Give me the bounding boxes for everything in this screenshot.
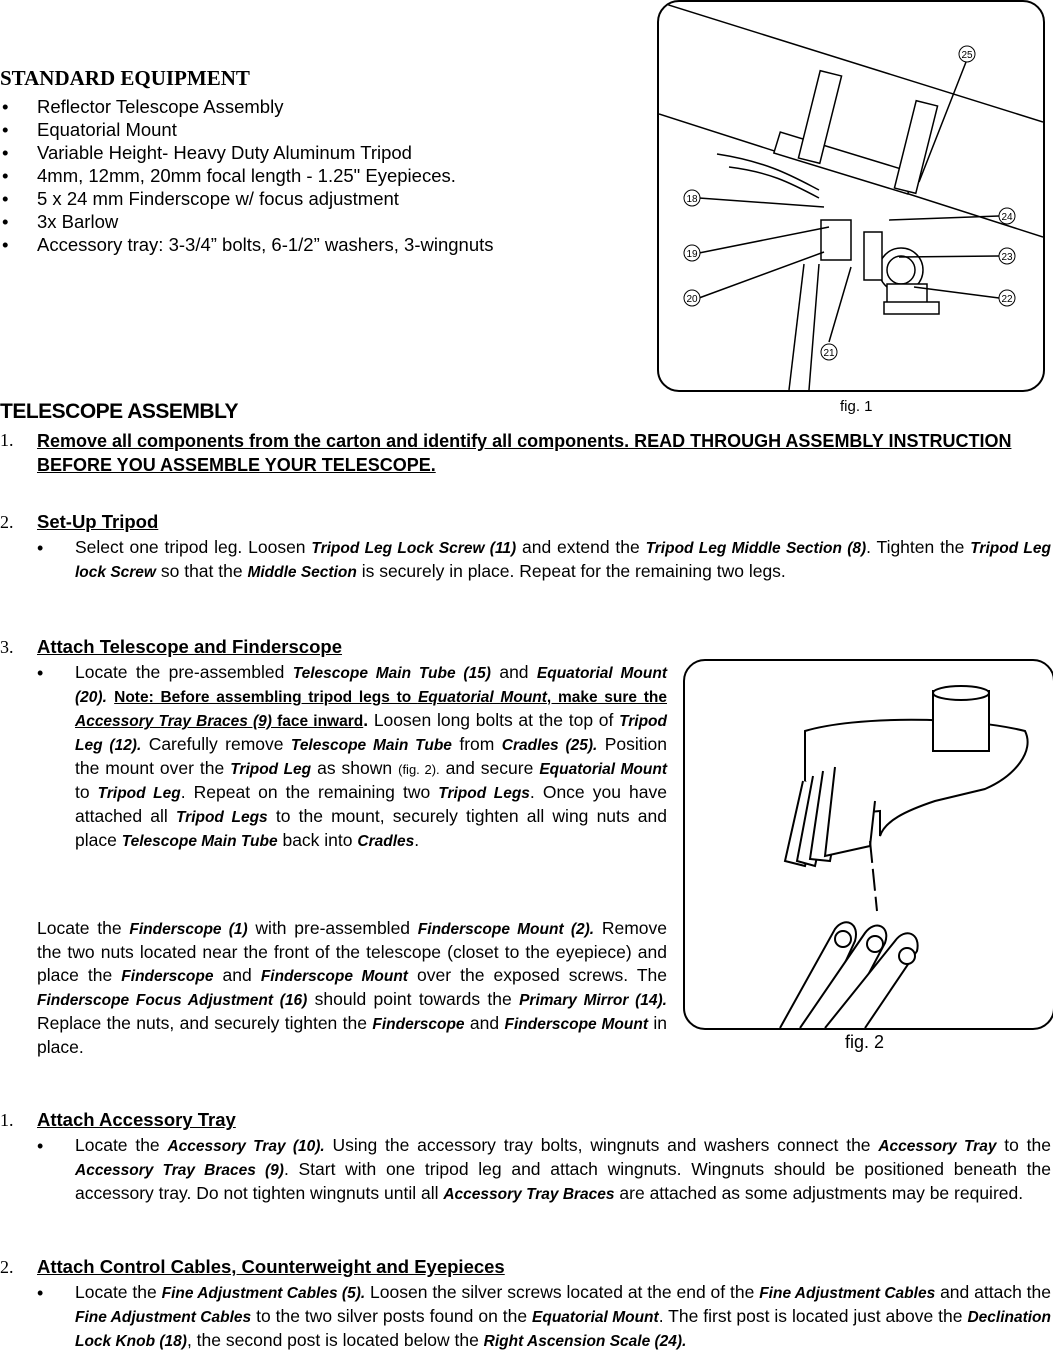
list-item: • Variable Height- Heavy Duty Aluminum Tripod bbox=[2, 142, 412, 163]
standard-equipment-heading: STANDARD EQUIPMENT bbox=[0, 66, 250, 90]
callout-22: 22 bbox=[1001, 294, 1013, 305]
callout-18: 18 bbox=[686, 194, 698, 205]
step-2-heading: Set-Up Tripod bbox=[37, 511, 159, 532]
bullet: • bbox=[37, 1136, 44, 1156]
list-item: • Accessory tray: 3-3/4” bolts, 6-1/2” washers, 3-wingnuts bbox=[2, 234, 494, 255]
figure-1-drawing bbox=[659, 2, 1043, 390]
callout-21: 21 bbox=[823, 348, 835, 359]
figure-1-mount-diagram bbox=[657, 0, 1045, 392]
figure-2-caption: fig. 2 bbox=[845, 1032, 885, 1052]
callout-19: 19 bbox=[686, 249, 698, 260]
bullet: • bbox=[37, 1283, 44, 1303]
figure-2-drawing bbox=[685, 661, 1053, 1028]
step-number: 2. bbox=[0, 512, 14, 532]
list-item: • 4mm, 12mm, 20mm focal length - 1.25" Eyepieces. bbox=[2, 165, 456, 186]
step-3-paragraph-b: Locate the Finderscope (1) with pre-assembled Finderscope Mount (2). Remove the two nuts located near the front of the telescope (closet to the eyepiece) and place the Finderscope and Finderscope Mount over the exposed screws. The Finderscope Focus Adjustment (16) should point towards the Primary Mirror (14). Replace the nuts, and securely tighten the Finderscope and Finderscope Mount in place. bbox=[37, 918, 667, 1057]
callout-23: 23 bbox=[1001, 252, 1013, 263]
telescope-assembly-heading: TELESCOPE ASSEMBLY bbox=[0, 400, 238, 423]
figure-1-caption: fig. 1 bbox=[840, 398, 873, 415]
step-5-paragraph: Locate the Fine Adjustment Cables (5). Loosen the silver screws located at the end of the Fine Adjustment Cables and attach the Fine Adjustment Cables to the two silver posts found on the Equatorial Mount. The first post is located just above the Declination Lock Knob (18), the second post is located below the Right Ascension Scale (24). bbox=[75, 1282, 1051, 1350]
step-number: 1. bbox=[0, 430, 14, 450]
callout-24: 24 bbox=[1001, 212, 1013, 223]
callout-25: 25 bbox=[961, 50, 973, 61]
step-number: 3. bbox=[0, 637, 14, 657]
step-4-paragraph: Locate the Accessory Tray (10). Using the accessory tray bolts, wingnuts and washers connect the Accessory Tray to the Accessory Tray Braces (9). Start with one tripod leg and attach wingnuts. Wingnuts should be positioned beneath the accessory tray. Do not tighten wingnuts until all Accessory Tray Braces are attached as some adjustments may be required. bbox=[75, 1135, 1051, 1203]
figure-2-tripod-diagram bbox=[683, 659, 1053, 1030]
step-number: 1. bbox=[0, 1110, 14, 1130]
list-item: • 5 x 24 mm Finderscope w/ focus adjustment bbox=[2, 188, 399, 209]
step-3-heading: Attach Telescope and Finderscope bbox=[37, 636, 342, 657]
callout-20: 20 bbox=[686, 294, 698, 305]
list-item: • Equatorial Mount bbox=[2, 119, 177, 140]
step-5-heading: Attach Control Cables, Counterweight and Eyepieces bbox=[37, 1256, 505, 1277]
step-3-paragraph-a: Locate the pre-assembled Telescope Main Tube (15) and Equatorial Mount (20). Note: Before assembling tripod legs to Equatorial Mount, make sure the Accessory Tray Braces (9) face inward. Loosen long bolts at the top of Tripod Leg (12). Carefully remove Telescope Main Tube from Cradles (25). Position the mount over the Tripod Leg as shown (fig. 2). and secure Equatorial Mount to Tripod Leg. Repeat on the remaining two Tripod Legs. Once you have attached all Tripod Legs to the mount, securely tighten all wing nuts and place Telescope Main Tube back into Cradles. bbox=[75, 662, 668, 850]
bullet: • bbox=[37, 663, 44, 683]
step-number: 2. bbox=[0, 1257, 14, 1277]
bullet: • bbox=[37, 538, 44, 558]
step-2-paragraph: Select one tripod leg. Loosen Tripod Leg Lock Screw (11) and extend the Tripod Leg Middle Section (8). Tighten the Tripod Leg lock Screw so that the Middle Section is securely in place. Repeat for the remaining two legs. bbox=[75, 537, 1051, 581]
step-1-text: Remove all components from the carton and identify all components. READ THROUGH ASSEMBLY INSTRUCTION BEFORE YOU ASSEMBLE YOUR TELESCOPE. bbox=[37, 431, 1012, 475]
list-item: • Reflector Telescope Assembly bbox=[2, 96, 284, 117]
standard-equipment-list bbox=[0, 95, 640, 256]
list-item: • 3x Barlow bbox=[2, 211, 119, 232]
step-4-heading: Attach Accessory Tray bbox=[37, 1109, 236, 1130]
